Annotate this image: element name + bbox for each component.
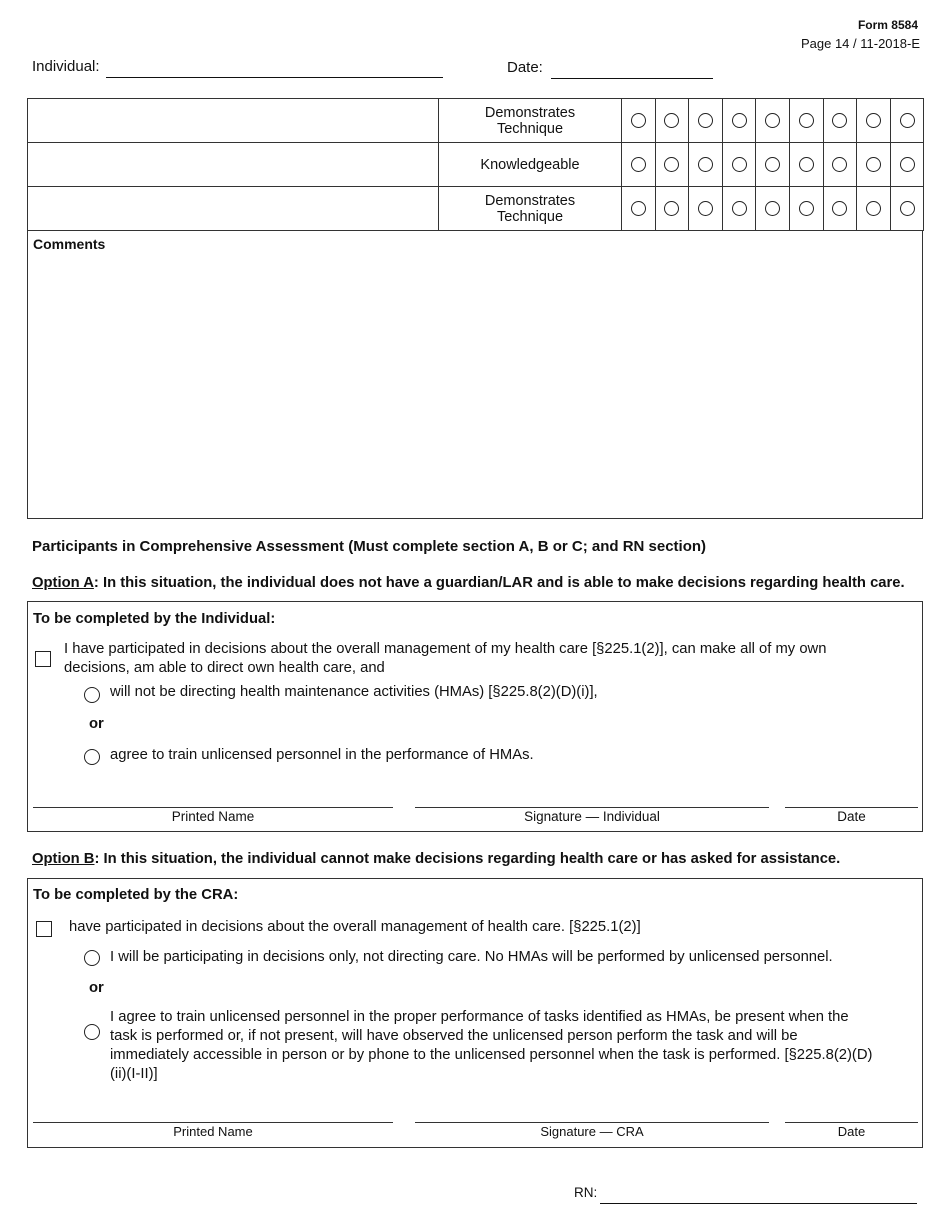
rating-radio[interactable]: [799, 201, 814, 216]
criterion-line-1: Knowledgeable: [480, 156, 580, 173]
option-b-choice2-radio[interactable]: [84, 1024, 100, 1040]
rating-radio[interactable]: [832, 113, 847, 128]
option-b-choice2-line-3: immediately accessible in person or by phone to the unlicensed personnel when the task is performed. [§225.8(2)(D): [110, 1047, 873, 1063]
criterion-line-2: Technique: [496, 208, 564, 225]
printed-name-label: Printed Name: [171, 809, 255, 824]
printed-name-line[interactable]: [33, 1122, 393, 1123]
option-b-choice1-text: I will be participating in decisions only, not directing care. No HMAs will be performed by unlicensed personnel.: [110, 949, 833, 965]
option-a-checkbox[interactable]: [35, 651, 51, 667]
rating-radio[interactable]: [732, 113, 747, 128]
date-label: Date: [837, 1124, 866, 1139]
rating-radio[interactable]: [631, 113, 646, 128]
table-row: [28, 99, 924, 143]
rating-radio[interactable]: [900, 201, 915, 216]
rating-radio[interactable]: [765, 113, 780, 128]
criterion-line-1: Demonstrates: [484, 104, 576, 121]
option-b-choice2-text: [110, 1008, 872, 1084]
option-b-choice2-line-4: (ii)(I-II)]: [110, 1066, 158, 1082]
date-line[interactable]: [785, 1122, 918, 1123]
rating-radio[interactable]: [866, 157, 881, 172]
rating-radio[interactable]: [698, 113, 713, 128]
comments-box[interactable]: [27, 231, 923, 519]
option-b-label: Option B: [32, 851, 95, 867]
rating-radio[interactable]: [698, 157, 713, 172]
rating-radio[interactable]: [832, 201, 847, 216]
row-description-cell[interactable]: [28, 143, 439, 187]
option-a-text: : In this situation, the individual does not have a guardian/LAR and is able to make decisions regarding health care.: [93, 575, 905, 591]
option-b-heading: [32, 851, 840, 867]
date-field[interactable]: [551, 78, 713, 79]
signature-line[interactable]: [415, 1122, 769, 1123]
option-b-choice2-line-1: I agree to train unlicensed personnel in the proper performance of tasks identified as HMAs, be present when the: [110, 1009, 849, 1025]
individual-label: Individual:: [32, 58, 100, 75]
option-b-or: or: [89, 980, 104, 996]
option-a-checkbox-text: [64, 640, 826, 678]
signature-line[interactable]: [415, 807, 769, 808]
rating-radio[interactable]: [698, 201, 713, 216]
option-b-checkbox-text: have participated in decisions about the overall management of health care. [§225.1(2)]: [69, 919, 641, 935]
form-number: Form 8584: [857, 18, 918, 32]
option-a-label: Option A: [32, 575, 94, 591]
row-criterion-label: [439, 187, 622, 231]
option-a-checkbox-line-1: I have participated in decisions about the overall management of my health care [§225.1(2)], can make all of my own: [64, 641, 827, 657]
rating-radio[interactable]: [765, 201, 780, 216]
rating-radio[interactable]: [900, 157, 915, 172]
option-b-box: [27, 878, 923, 1148]
rating-radio[interactable]: [832, 157, 847, 172]
rating-radio[interactable]: [900, 113, 915, 128]
option-a-box: [27, 601, 923, 832]
rating-radio[interactable]: [866, 113, 881, 128]
rn-label: RN:: [574, 1185, 598, 1200]
option-a-box-title: To be completed by the Individual:: [33, 611, 276, 627]
participants-heading: Participants in Comprehensive Assessment (Must complete section A, B or C; and RN section): [32, 538, 707, 555]
row-description-cell[interactable]: [28, 187, 439, 231]
row-criterion-label: [439, 143, 622, 187]
rating-radio[interactable]: [732, 201, 747, 216]
rating-radio[interactable]: [664, 157, 679, 172]
signature-label: Signature — Individual: [524, 809, 660, 824]
rn-signature-field[interactable]: [600, 1203, 917, 1204]
individual-field[interactable]: [106, 77, 443, 78]
signature-label: Signature — CRA: [540, 1124, 644, 1139]
rating-radio[interactable]: [765, 157, 780, 172]
option-a-choice2-text: agree to train unlicensed personnel in the performance of HMAs.: [110, 747, 534, 763]
option-b-box-title: To be completed by the CRA:: [33, 887, 239, 903]
date-label: Date: [837, 809, 866, 824]
page-info: Page 14 / 11-2018-E: [800, 36, 920, 51]
option-a-checkbox-line-2: decisions, am able to direct own health care, and: [64, 660, 385, 676]
rating-radio[interactable]: [631, 157, 646, 172]
date-line[interactable]: [785, 807, 918, 808]
table-row: [28, 187, 924, 231]
rating-radio[interactable]: [664, 201, 679, 216]
option-b-choice1-radio[interactable]: [84, 950, 100, 966]
option-a-or: or: [89, 716, 104, 732]
row-criterion-label: [439, 99, 622, 143]
row-description-cell[interactable]: [28, 99, 439, 143]
criterion-line-1: Demonstrates: [484, 192, 576, 209]
option-b-text: : In this situation, the individual cannot make decisions regarding health care or has asked for assistance.: [94, 851, 841, 867]
rating-table: [27, 98, 924, 231]
option-b-checkbox[interactable]: [36, 921, 52, 937]
printed-name-label: Printed Name: [173, 1124, 253, 1139]
option-a-heading: [32, 575, 905, 591]
criterion-line-2: Technique: [496, 120, 564, 137]
table-row: [28, 143, 924, 187]
printed-name-line[interactable]: [33, 807, 393, 808]
option-a-choice2-radio[interactable]: [84, 749, 100, 765]
rating-radio[interactable]: [799, 113, 814, 128]
comments-label: Comments: [33, 236, 106, 252]
date-label: Date:: [507, 59, 543, 76]
rating-radio[interactable]: [799, 157, 814, 172]
option-a-choice1-text: will not be directing health maintenance activities (HMAs) [§225.8(2)(D)(i)],: [110, 684, 598, 700]
option-b-choice2-line-2: task is performed or, if not present, will have observed the unlicensed person perform the task and will be: [110, 1028, 798, 1044]
rating-radio[interactable]: [631, 201, 646, 216]
rating-radio[interactable]: [732, 157, 747, 172]
rating-radio[interactable]: [664, 113, 679, 128]
option-a-choice1-radio[interactable]: [84, 687, 100, 703]
rating-radio[interactable]: [866, 201, 881, 216]
